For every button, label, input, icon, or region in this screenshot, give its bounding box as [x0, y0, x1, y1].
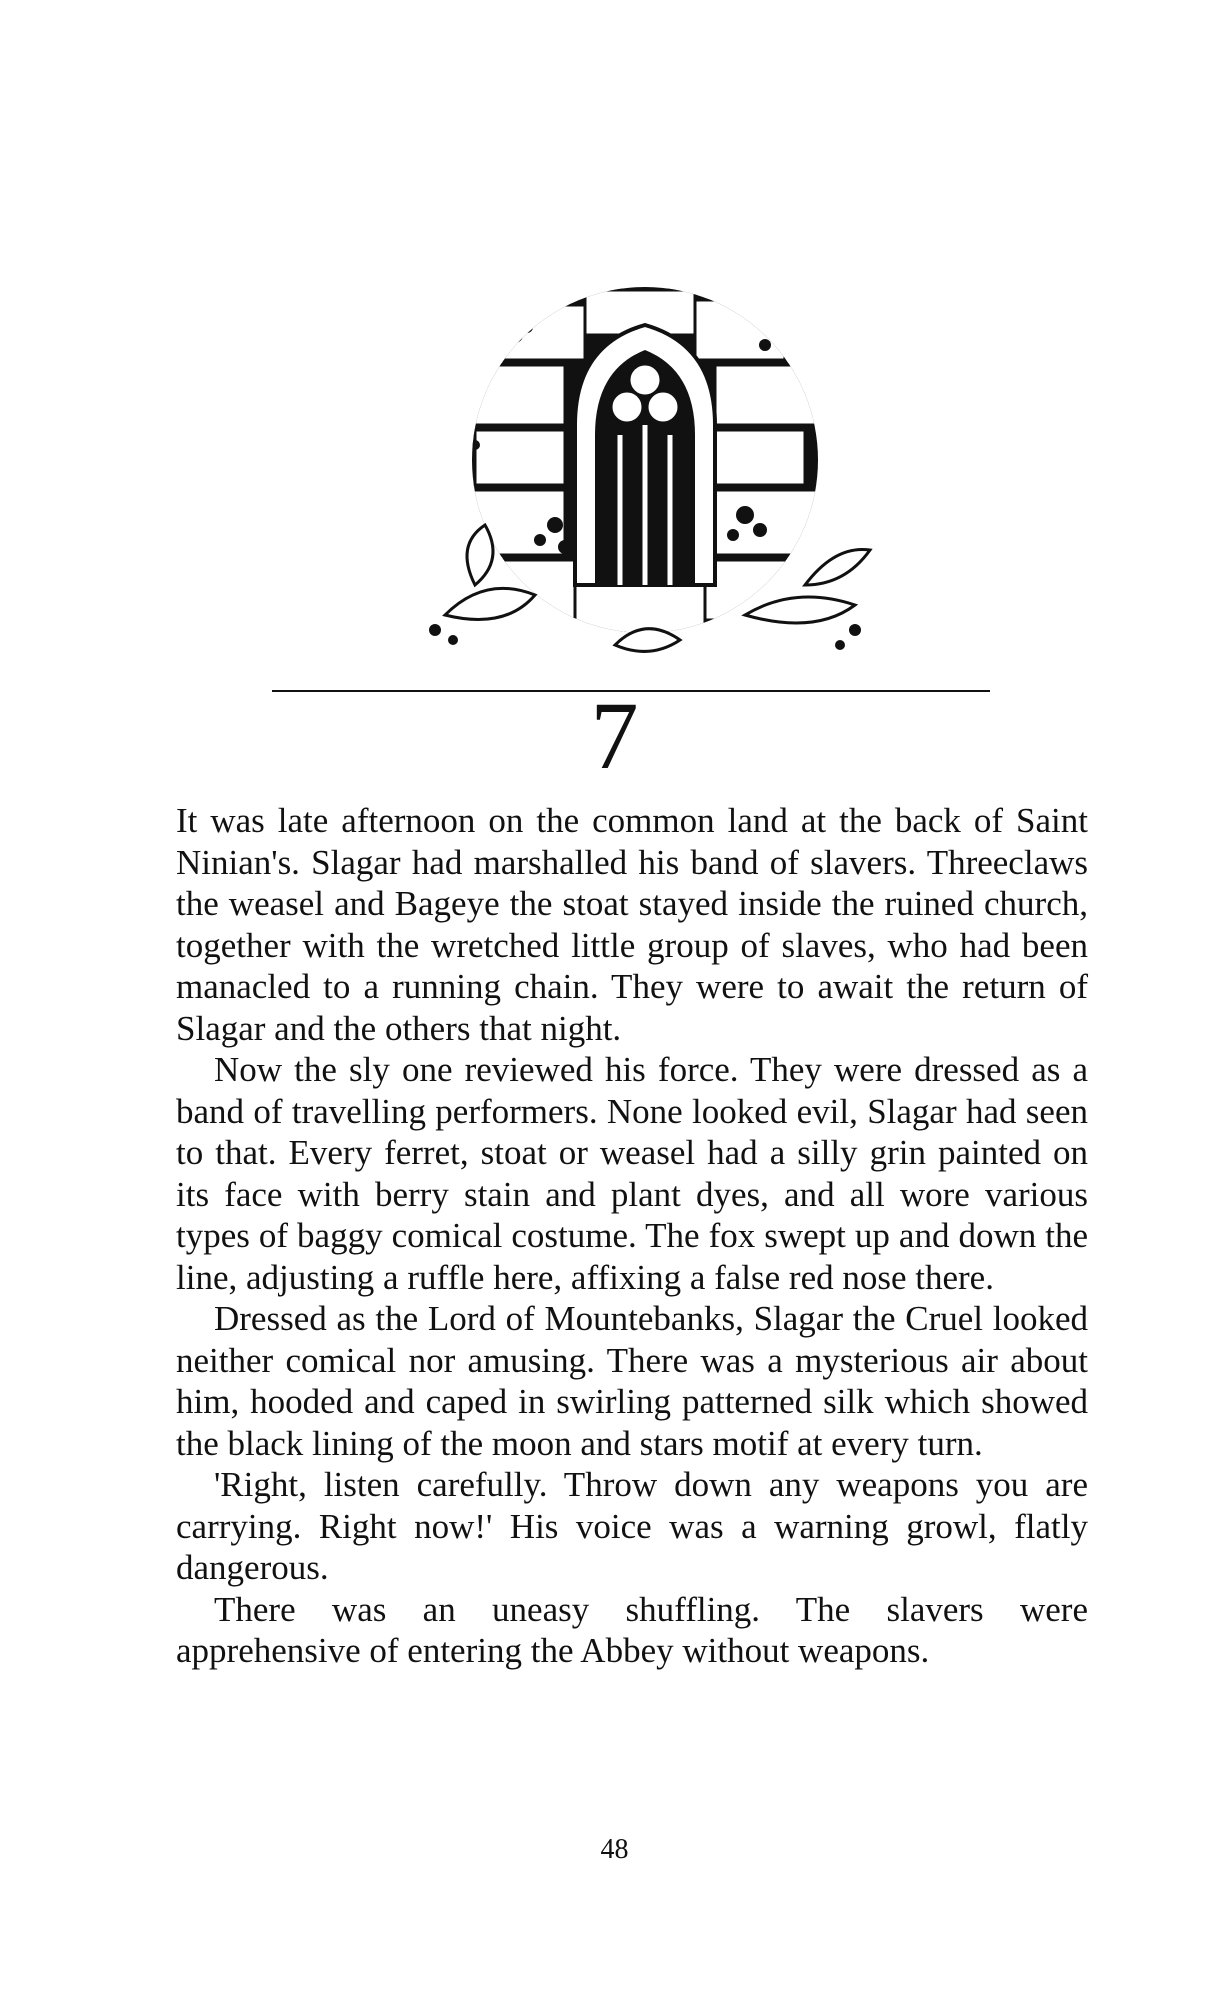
chapter-number: 7	[590, 682, 639, 789]
chapter-illustration	[415, 285, 875, 665]
paragraph: There was an uneasy shuffling. The slavers were apprehensive of entering the Abbey without weapons.	[176, 1589, 1088, 1670]
ruined-church-window-icon	[415, 285, 875, 665]
paragraph: 'Right, listen carefully. Throw down any weapons you are carrying. Right now!' His voice was a warning growl, flatly dangerous.	[176, 1465, 1088, 1587]
paragraph: Now the sly one reviewed his force. They were dressed as a band of travelling performers. None looked evil, Slagar had seen to that. Every ferret, stoat or weasel had a silly grin painted on its face with berry stain and plant dyes, and all wore various types of baggy comical costume. The fox swept up and down the line, adjusting a ruffle here, affixing a false red nose there.	[176, 1050, 1088, 1297]
paragraph: It was late afternoon on the common land at the back of Saint Ninian's. Slagar had marshalled his band of slavers. Threeclaws the weasel and Bageye the stoat stayed inside the ruined church, together with the wretched little group of slaves, who had been manacled to a running chain. They were to await the return of Slagar and the others that night.	[176, 801, 1088, 1048]
paragraph: Dressed as the Lord of Mountebanks, Slagar the Cruel looked neither comical nor amusing. There was a mysterious air about him, hooded and caped in swirling patterned silk which showed the black lining of the moon and stars motif at every turn.	[176, 1299, 1088, 1463]
body-text	[176, 800, 1088, 1672]
page-number: 48	[600, 1834, 629, 1865]
